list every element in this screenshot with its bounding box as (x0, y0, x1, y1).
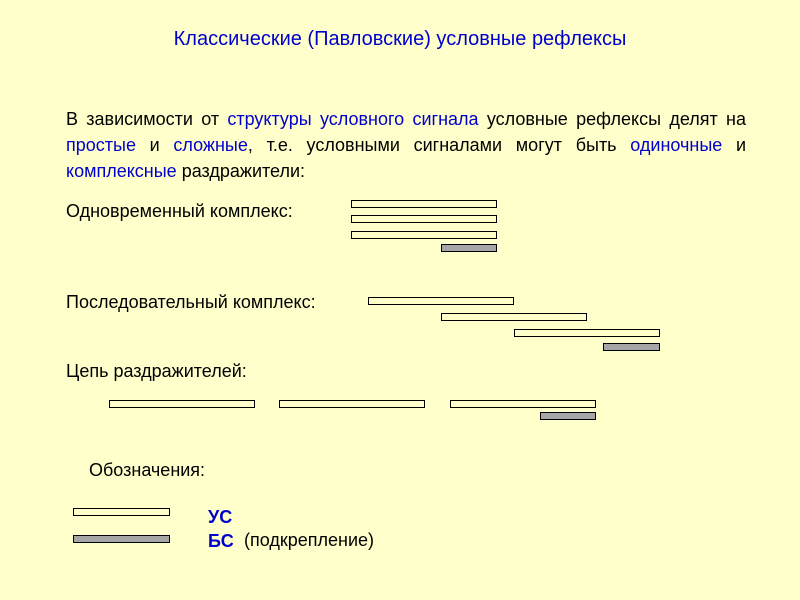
chain-us-bar-1 (109, 400, 255, 408)
legend-bs-label: БС (208, 531, 234, 551)
intro-paragraph (66, 106, 746, 184)
chain-bs-bar (540, 412, 596, 420)
para-text-2: условные рефлексы делят на (478, 109, 747, 129)
simultaneous-us-bar-1 (351, 200, 497, 208)
para-highlight-complex: сложные (173, 135, 248, 155)
para-highlight-compound: комплексные (66, 161, 177, 181)
legend-bs-swatch (73, 535, 170, 543)
simultaneous-bs-bar (441, 244, 497, 252)
sequential-us-bar-3 (514, 329, 660, 337)
simultaneous-complex-label: Одновременный комплекс: (66, 201, 293, 221)
page-title: Классические (Павловские) условные рефлексы (173, 28, 627, 50)
para-text-6: раздражители: (176, 161, 306, 181)
para-text-3: и (135, 135, 174, 155)
sequential-bs-bar (603, 343, 660, 351)
para-highlight-structure: структуры условного сигнала (227, 109, 479, 129)
legend-us-swatch (73, 508, 170, 516)
legend-heading: Обозначения: (89, 460, 206, 480)
para-highlight-simple: простые (66, 135, 136, 155)
para-text-1: В зависимости от (66, 109, 228, 129)
legend-bs-note: (подкрепление) (244, 530, 375, 550)
simultaneous-us-bar-3 (351, 231, 497, 239)
para-highlight-single: одиночные (630, 135, 723, 155)
legend-us-label: УС (208, 507, 233, 527)
sequential-us-bar-2 (441, 313, 587, 321)
chain-us-bar-3 (450, 400, 596, 408)
chain-us-bar-2 (279, 400, 425, 408)
para-text-5: и (722, 135, 747, 155)
para-text-4: , т.е. условными сигналами могут быть (247, 135, 631, 155)
sequential-complex-label: Последовательный комплекс: (66, 292, 316, 312)
simultaneous-us-bar-2 (351, 215, 497, 223)
sequential-us-bar-1 (368, 297, 514, 305)
chain-label: Цепь раздражителей: (66, 361, 247, 381)
